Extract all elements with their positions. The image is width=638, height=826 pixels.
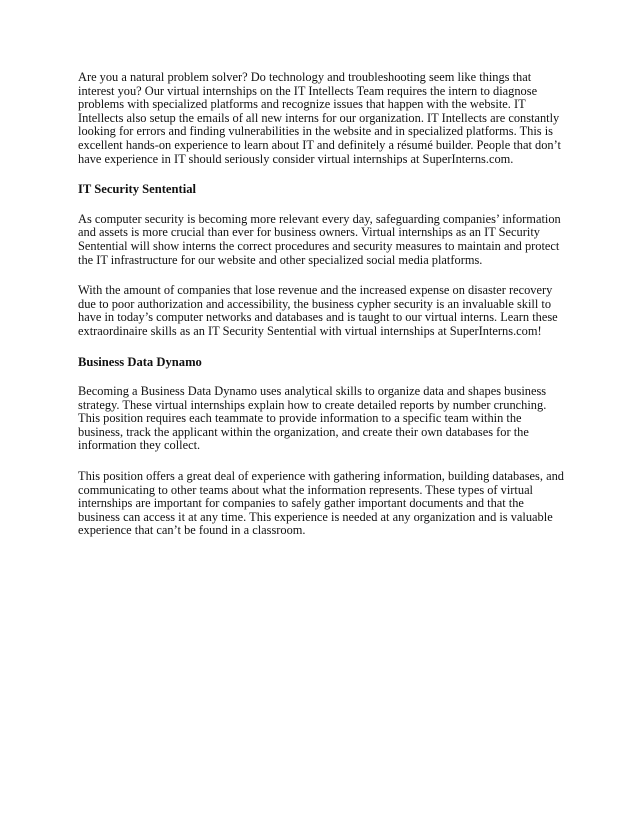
business-data-paragraph-2: This position offers a great deal of experience with gathering information, building databases, and communicating to other teams about what the information represents. These types of virtual internships are important for companies to safely gather important documents and that the business can access it at any time. This experience is needed at any organization and is valuable experience that can’t be found in a classroom. [78, 469, 564, 538]
business-data-paragraph-1: Becoming a Business Data Dynamo uses analytical skills to organize data and shapes business strategy. These virtual internships explain how to create detailed reports by number crunching. This position requires each teammate to provide information to a specific team within the business, track the applicant within the organization, and create their own databases for the information they collect. [78, 384, 547, 453]
it-security-paragraph-2: With the amount of companies that lose revenue and the increased expense on disaster recovery due to poor authorization and accessibility, the business cypher security is an invaluable skill to have in today’s computer networks and databases and is taught to our virtual interns. Learn these extraordinaire skills as an IT Security Sentential with virtual internships at SuperInterns.com! [78, 283, 558, 338]
section-heading-business-data: Business Data Dynamo [78, 354, 202, 369]
intro-paragraph: Are you a natural problem solver? Do technology and troubleshooting seem like things that interest you? Our virtual internships on the IT Intellects Team requires the intern to diagnose problems with specialized platforms and recognize issues that happen with the website. IT Intellects also setup the emails of all new interns for our organization. IT Intellects are constantly looking for errors and finding vulnerabilities in the website and in specialized platforms. This is excellent hands-on experience to learn about IT and definitely a résumé builder. People that don’t have experience in IT should seriously consider virtual internships at SuperInterns.com. [78, 70, 561, 166]
it-security-paragraph-1: As computer security is becoming more relevant every day, safeguarding companies’ information and assets is more crucial than ever for business owners. Virtual internships as an IT Security Sentential will show interns the correct procedures and security measures to maintain and protect the IT infrastructure for our website and other specialized social media platforms. [78, 211, 561, 267]
document-page [78, 71, 566, 555]
section-heading-it-security: IT Security Sentential [78, 182, 197, 197]
